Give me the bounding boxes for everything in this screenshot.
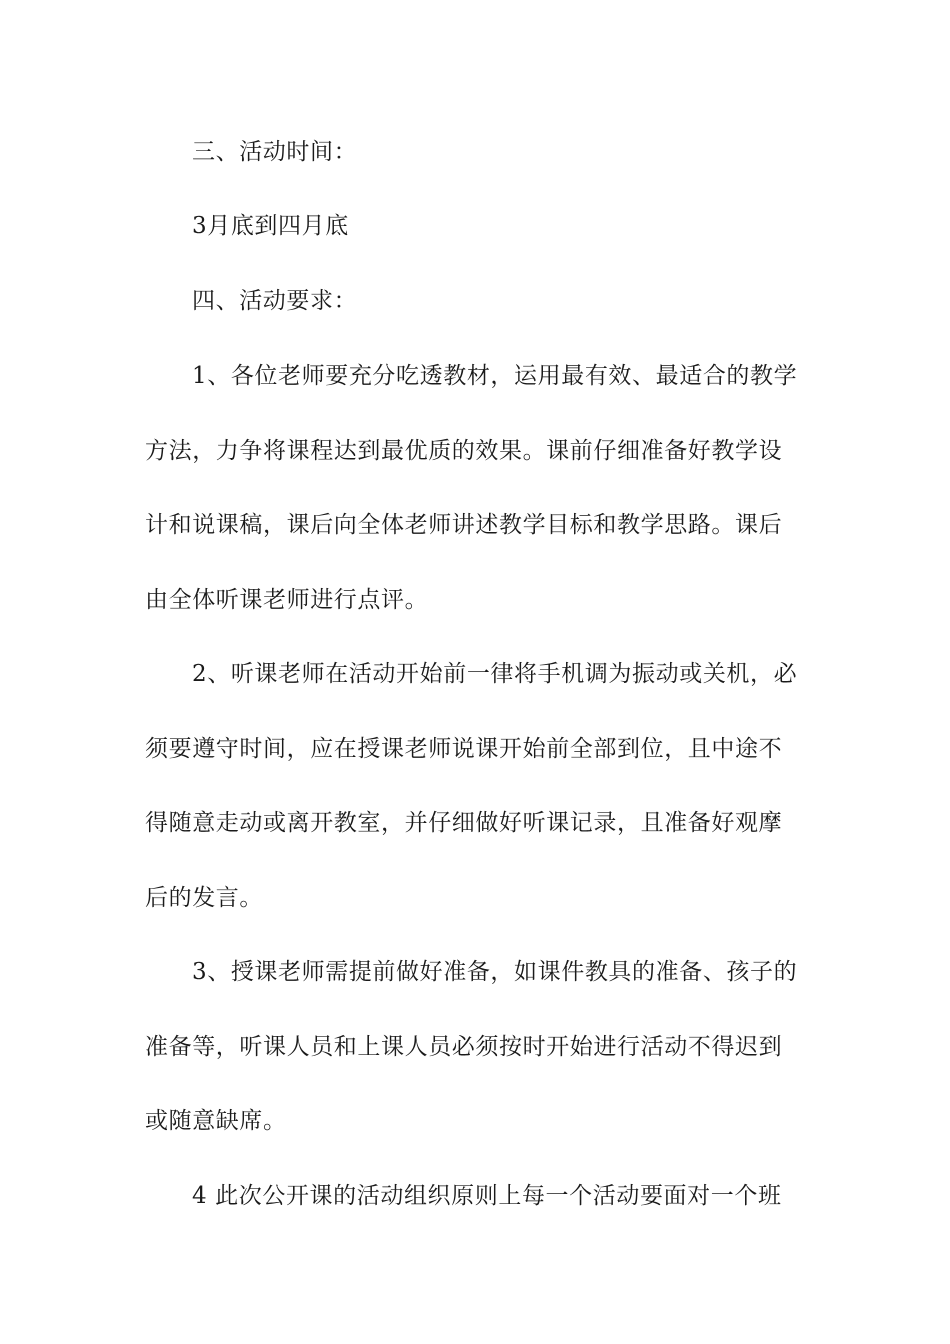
item1-line3: 计和说课稿，课后向全体老师讲述教学目标和教学思路。课后 xyxy=(145,512,783,538)
item2-line1: 2、听课老师在活动开始前一律将手机调为振动或关机，必 xyxy=(192,661,798,687)
section-heading-requirements: 四、活动要求： xyxy=(192,288,358,314)
item2-line4: 后的发言。 xyxy=(145,885,263,911)
item4-line1: 4 此次公开课的活动组织原则上每一个活动要面对一个班 xyxy=(192,1183,782,1209)
time-value: 3月底到四月底 xyxy=(192,213,349,239)
item3-line1: 3、授课老师需提前做好准备，如课件教具的准备、孩子的 xyxy=(192,959,798,985)
item2-line2: 须要遵守时间，应在授课老师说课开始前全部到位，且中途不 xyxy=(145,736,783,762)
item1-line1: 1、各位老师要充分吃透教材，运用最有效、最适合的教学 xyxy=(192,363,798,389)
item1-line2: 方法，力争将课程达到最优质的效果。课前仔细准备好教学设 xyxy=(145,438,783,464)
item2-line3: 得随意走动或离开教室，并仔细做好听课记录，且准备好观摩 xyxy=(145,810,783,836)
item3-line3: 或随意缺席。 xyxy=(145,1108,287,1134)
item1-line4: 由全体听课老师进行点评。 xyxy=(145,587,429,613)
section-heading-time: 三、活动时间： xyxy=(192,139,358,165)
item3-line2: 准备等，听课人员和上课人员必须按时开始进行活动不得迟到 xyxy=(145,1034,783,1060)
